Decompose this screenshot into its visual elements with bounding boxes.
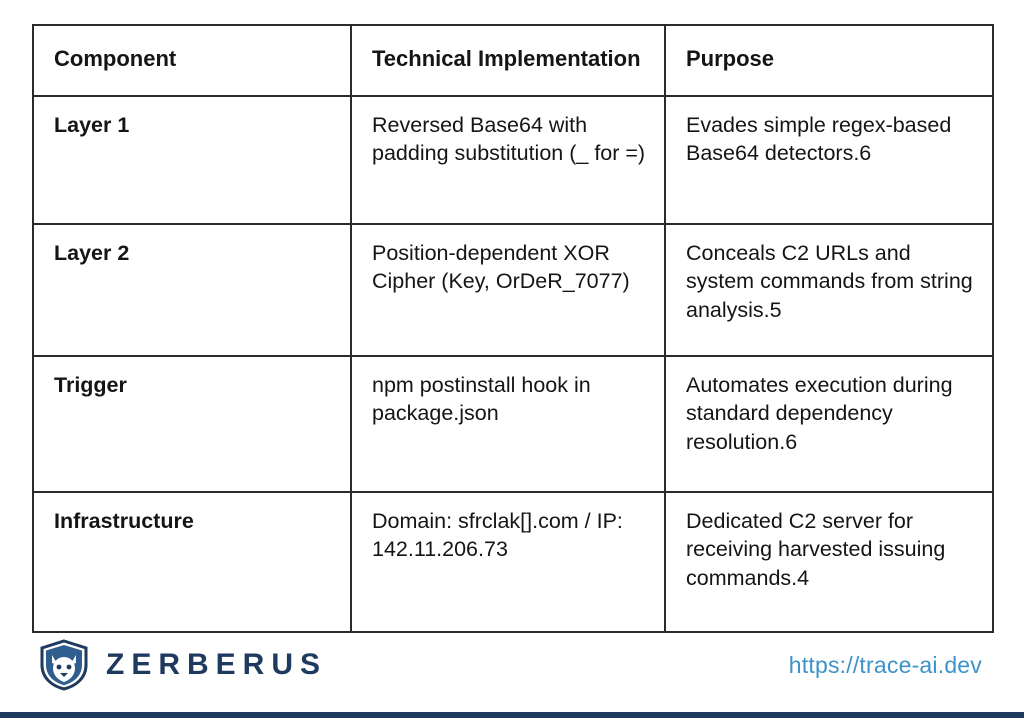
cell-purpose: Conceals C2 URLs and system commands from string analysis.5 bbox=[665, 224, 993, 356]
column-header-purpose: Purpose bbox=[665, 25, 993, 96]
cell-component: Infrastructure bbox=[33, 492, 351, 632]
cell-implementation: Domain: sfrclak[].com / IP: 142.11.206.73 bbox=[351, 492, 665, 632]
brand-name: ZERBERUS bbox=[106, 648, 328, 681]
table-header-row bbox=[33, 25, 993, 96]
table-row bbox=[33, 224, 993, 356]
cell-purpose: Evades simple regex-based Base64 detectors.6 bbox=[665, 96, 993, 224]
cell-component: Trigger bbox=[33, 356, 351, 492]
cell-component: Layer 1 bbox=[33, 96, 351, 224]
table-row bbox=[33, 356, 993, 492]
brand-lockup bbox=[32, 639, 327, 691]
cell-purpose: Automates execution during standard dependency resolution.6 bbox=[665, 356, 993, 492]
cell-implementation: npm postinstall hook in package.json bbox=[351, 356, 665, 492]
column-header-component: Component bbox=[33, 25, 351, 96]
shield-wolf-icon bbox=[38, 639, 90, 691]
cell-purpose: Dedicated C2 server for receiving harvested issuing commands.4 bbox=[665, 492, 993, 632]
cell-component: Layer 2 bbox=[33, 224, 351, 356]
site-link[interactable]: https://trace-ai.dev bbox=[788, 651, 982, 678]
table-row bbox=[33, 96, 993, 224]
table-row bbox=[33, 492, 993, 632]
column-header-technical-implementation: Technical Implementation bbox=[351, 25, 665, 96]
obfuscation-matrix-table bbox=[32, 24, 994, 633]
table-container bbox=[32, 24, 992, 633]
cell-implementation: Position-dependent XOR Cipher (Key, OrDeR_7077) bbox=[351, 224, 665, 356]
page-footer bbox=[32, 632, 992, 698]
cell-implementation: Reversed Base64 with padding substitution (_ for =) bbox=[351, 96, 665, 224]
footer-rule bbox=[0, 712, 1024, 718]
